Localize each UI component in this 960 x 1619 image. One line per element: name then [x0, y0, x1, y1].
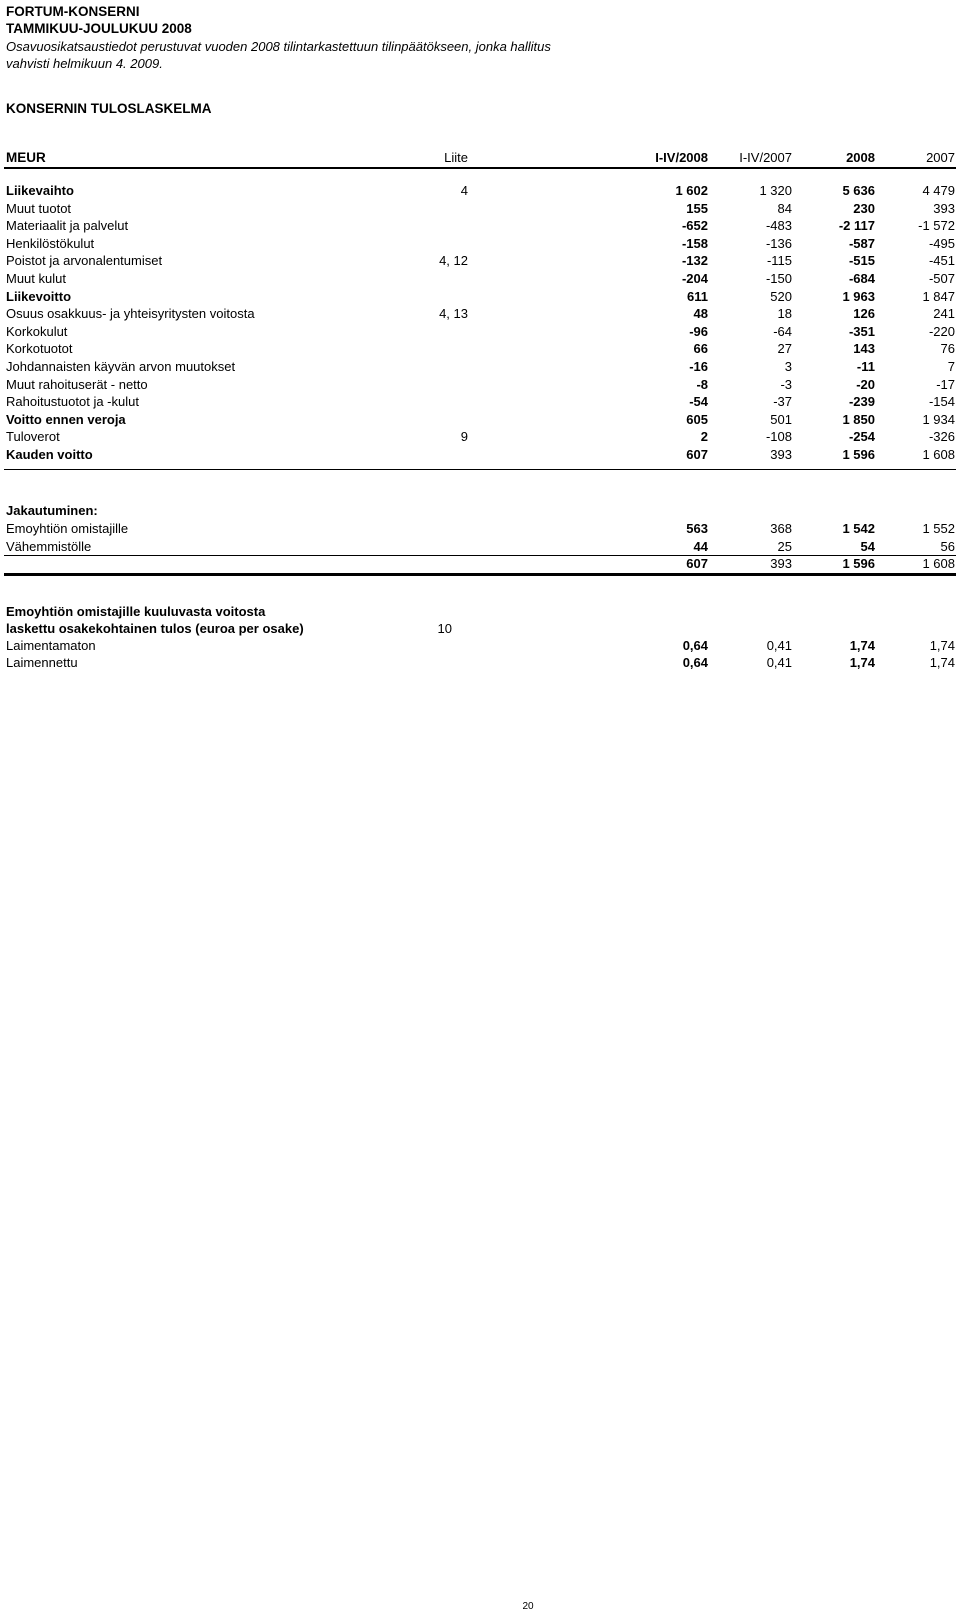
value-2008: -20 — [856, 376, 875, 392]
value-2008: 1 963 — [842, 288, 875, 304]
value-q4-2008: -54 — [689, 394, 708, 410]
value-q4-2008: 48 — [693, 306, 708, 322]
total-2007: 1 608 — [922, 556, 955, 571]
total-q4-2008: 607 — [686, 556, 708, 571]
value-q4-2007: -483 — [765, 218, 792, 234]
value-q4-2007: -115 — [766, 253, 792, 269]
table-row — [0, 306, 960, 324]
value-q4-2007: 501 — [770, 411, 792, 427]
value-2007: 7 — [947, 359, 955, 374]
value-q4-2007: 1 320 — [759, 183, 792, 198]
value-2007: -326 — [928, 429, 955, 445]
value-q4-2007: 393 — [770, 447, 792, 462]
value-q4-2007: 368 — [770, 521, 792, 536]
row-label: Materiaalit ja palvelut — [6, 218, 129, 234]
value-q4-2008: 563 — [686, 521, 708, 536]
table-row — [0, 289, 960, 307]
value-2008: -515 — [848, 253, 875, 269]
value-2008: 230 — [853, 200, 875, 216]
value-2007: -220 — [928, 323, 955, 339]
value-2007: 1,74 — [929, 655, 955, 670]
value-q4-2008: -8 — [696, 376, 708, 392]
row-note: 4, 12 — [439, 253, 468, 269]
value-q4-2007: 25 — [777, 538, 792, 554]
value-q4-2008: 611 — [687, 288, 708, 304]
table-row — [0, 377, 960, 395]
value-2008: 54 — [860, 538, 875, 554]
value-2008: -351 — [848, 323, 875, 339]
value-q4-2008: 0,64 — [682, 655, 708, 670]
value-2007: 4 479 — [922, 183, 955, 198]
value-2008: -684 — [848, 271, 875, 286]
row-label: Kauden voitto — [6, 447, 93, 462]
table-row — [0, 183, 960, 201]
value-q4-2007: 520 — [770, 288, 792, 304]
table-row — [0, 394, 960, 412]
column-header-note: Liite — [444, 150, 468, 165]
table-row — [0, 271, 960, 289]
row-label: Emoyhtiön omistajille — [6, 521, 129, 536]
value-2007: -451 — [928, 253, 955, 269]
row-label: Poistot ja arvonalentumiset — [6, 253, 163, 269]
row-label: Johdannaisten käyvän arvon muutokset — [6, 359, 236, 374]
value-q4-2007: -136 — [765, 235, 792, 251]
row-note: 9 — [460, 429, 468, 445]
value-2008: -254 — [848, 429, 875, 445]
value-q4-2008: -132 — [681, 253, 708, 269]
value-2008: -2 117 — [838, 218, 875, 234]
value-2008: -11 — [856, 359, 875, 374]
column-header-q4-2007: I-IV/2007 — [739, 150, 792, 165]
row-label: Liikevoitto — [6, 288, 72, 304]
value-q4-2008: 44 — [693, 538, 708, 554]
row-label: Korkokulut — [6, 323, 68, 339]
table-row — [0, 236, 960, 254]
table-row — [0, 655, 960, 673]
section-title: KONSERNIN TULOSLASKELMA — [6, 101, 212, 116]
value-q4-2008: 1 602 — [675, 183, 708, 198]
value-2008: 1 596 — [842, 447, 875, 462]
value-2007: 56 — [940, 538, 955, 554]
value-q4-2008: -204 — [681, 271, 708, 286]
audit-note: Osavuosikatsaustiedot perustuvat vuoden 2008 tilintarkastettuun tilinpäätökseen, jonka hallitus vahvisti helmikuun 4. 2009. — [6, 39, 551, 71]
value-q4-2007: 3 — [784, 359, 792, 374]
value-2008: 5 636 — [842, 183, 875, 198]
table-row — [0, 359, 960, 377]
value-2008: 1 850 — [842, 411, 875, 427]
column-header-q4-2008: I-IV/2008 — [655, 150, 708, 165]
row-label: Vähemmistölle — [6, 538, 92, 554]
value-q4-2007: 18 — [777, 306, 792, 322]
header-rule — [4, 167, 956, 169]
total-q4-2007: 393 — [770, 556, 792, 571]
row-label: Voitto ennen veroja — [6, 411, 126, 427]
value-q4-2007: -37 — [773, 394, 792, 410]
row-label: Laimennettu — [6, 655, 78, 670]
value-2007: 1 608 — [922, 447, 955, 462]
table-row — [0, 429, 960, 447]
value-q4-2007: -64 — [773, 323, 792, 339]
column-header-2008: 2008 — [846, 150, 875, 165]
value-q4-2007: -3 — [780, 376, 792, 392]
value-2007: -507 — [928, 271, 955, 286]
value-q4-2007: 0,41 — [766, 638, 792, 653]
value-q4-2008: -96 — [689, 323, 708, 339]
eps-title-line1: Emoyhtiön omistajille kuuluvasta voitosta — [6, 604, 266, 619]
value-2007: -154 — [928, 394, 955, 410]
row-note: 4 — [460, 183, 468, 198]
value-q4-2008: 607 — [686, 447, 708, 462]
value-2007: 76 — [940, 341, 955, 357]
row-label: Rahoitustuotot ja -kulut — [6, 394, 139, 410]
row-label: Henkilöstökulut — [6, 235, 95, 251]
row-label: Muut tuotot — [6, 200, 72, 216]
distribution-title: Jakautuminen: — [6, 503, 98, 518]
value-2008: 1,74 — [849, 638, 875, 653]
value-2007: 393 — [933, 200, 955, 216]
value-2007: 1,74 — [929, 638, 955, 653]
value-2007: 241 — [933, 306, 955, 322]
value-2007: 1 552 — [922, 521, 955, 536]
income-bottom-rule — [4, 469, 956, 470]
value-q4-2007: -108 — [765, 429, 792, 445]
page-number: 20 — [522, 1601, 534, 1612]
value-2008: 1,74 — [849, 655, 875, 670]
table-row — [0, 638, 960, 656]
value-q4-2007: -150 — [765, 271, 792, 286]
row-label: Muut rahoituserät - netto — [6, 376, 148, 392]
row-label: Tuloverot — [6, 429, 60, 445]
total-2008: 1 596 — [842, 556, 875, 571]
company-title: FORTUM-KONSERNI — [6, 4, 140, 19]
value-q4-2008: -158 — [681, 235, 708, 251]
column-header-unit: MEUR — [6, 150, 46, 165]
table-row — [0, 447, 960, 465]
value-2008: -239 — [848, 394, 875, 410]
row-label: Laimentamaton — [6, 638, 96, 653]
row-note: 4, 13 — [439, 306, 468, 322]
row-label: Osuus osakkuus- ja yhteisyritysten voitosta — [6, 306, 255, 322]
table-row — [0, 521, 960, 539]
value-2007: -17 — [936, 376, 955, 392]
row-label: Korkotuotot — [6, 341, 73, 357]
value-2008: -587 — [848, 235, 875, 251]
table-row — [0, 539, 960, 557]
value-2007: 1 847 — [922, 288, 955, 304]
period-title: TAMMIKUU-JOULUKUU 2008 — [6, 21, 192, 36]
table-row — [0, 324, 960, 342]
value-2007: -495 — [928, 235, 955, 251]
eps-title-line2: laskettu osakekohtainen tulos (euroa per osake) — [6, 621, 304, 636]
value-q4-2008: 2 — [700, 429, 708, 445]
value-q4-2008: 66 — [693, 341, 708, 357]
table-row — [0, 341, 960, 359]
value-2008: 143 — [853, 341, 875, 357]
distribution-total-rule — [4, 573, 956, 576]
table-row — [0, 201, 960, 219]
column-header-2007: 2007 — [926, 150, 955, 165]
value-2007: -1 572 — [918, 218, 955, 234]
table-row — [0, 253, 960, 271]
eps-note: 10 — [437, 621, 452, 636]
value-q4-2007: 0,41 — [766, 655, 792, 670]
distribution-total-row — [0, 556, 960, 574]
value-2008: 126 — [853, 306, 875, 322]
value-q4-2008: -652 — [681, 218, 708, 234]
table-row — [0, 218, 960, 236]
value-2007: 1 934 — [922, 411, 955, 427]
value-q4-2007: 27 — [777, 341, 792, 357]
row-label: Liikevaihto — [6, 183, 74, 198]
table-row — [0, 412, 960, 430]
value-q4-2008: 155 — [686, 200, 708, 216]
value-2008: 1 542 — [842, 521, 875, 536]
value-q4-2007: 84 — [777, 200, 792, 216]
value-q4-2008: 0,64 — [682, 638, 708, 653]
row-label: Muut kulut — [6, 271, 66, 286]
value-q4-2008: 605 — [686, 411, 708, 427]
value-q4-2008: -16 — [689, 359, 708, 374]
